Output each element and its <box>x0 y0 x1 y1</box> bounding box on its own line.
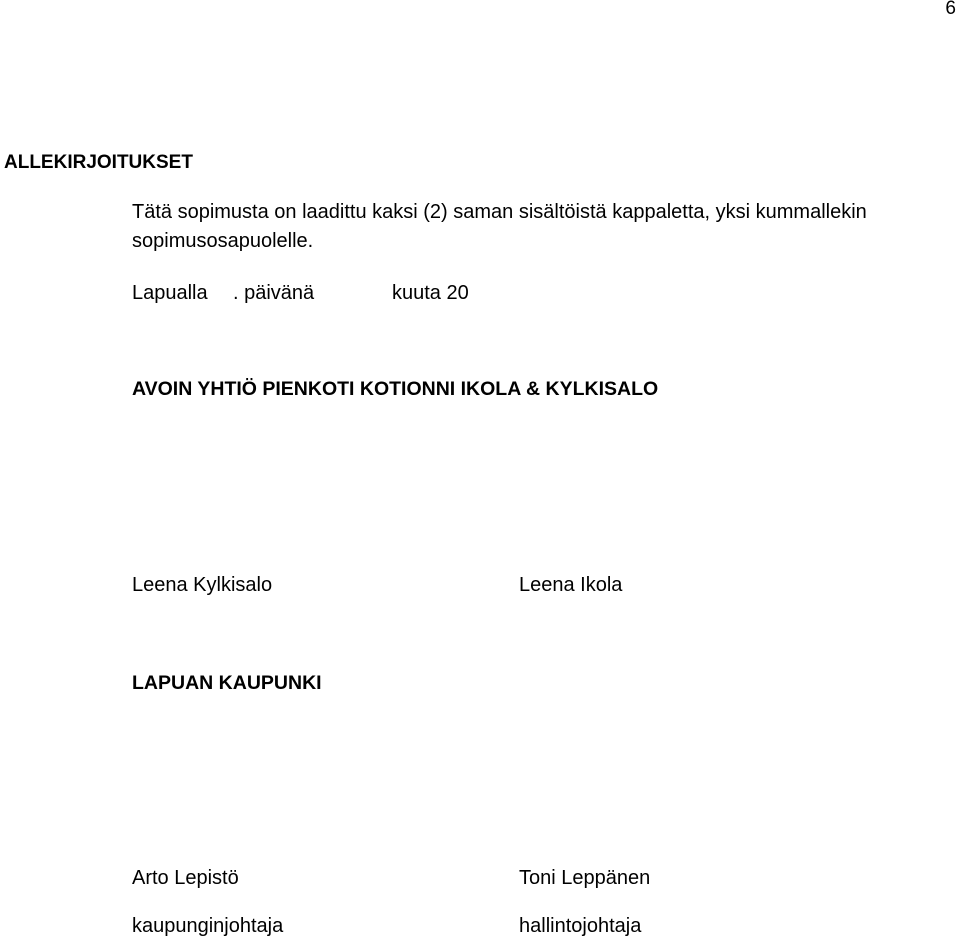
date-place: Lapualla <box>132 282 208 304</box>
party-b-title-left: kaupunginjohtaja <box>132 915 284 937</box>
intro-text-line-1: Tätä sopimusta on laadittu kaksi (2) saman sisältöistä kappaletta, yksi kummallekin <box>132 201 867 223</box>
page-number: 6 <box>945 0 956 19</box>
party-a-name: AVOIN YHTIÖ PIENKOTI KOTIONNI IKOLA & KYLKISALO <box>132 378 659 400</box>
date-month-year: kuuta 20 <box>392 282 469 304</box>
section-heading: ALLEKIRJOITUKSET <box>4 152 193 173</box>
party-b-signatory-left: Arto Lepistö <box>132 867 239 889</box>
party-b-title-right: hallintojohtaja <box>519 915 642 937</box>
date-day: . päivänä <box>233 282 315 304</box>
party-a-signatory-left: Leena Kylkisalo <box>132 574 273 596</box>
intro-text-line-2: sopimusosapuolelle. <box>132 230 314 252</box>
party-a-signatory-right: Leena Ikola <box>519 574 623 596</box>
party-b-name: LAPUAN KAUPUNKI <box>132 672 322 694</box>
party-b-signatory-right: Toni Leppänen <box>519 867 651 889</box>
